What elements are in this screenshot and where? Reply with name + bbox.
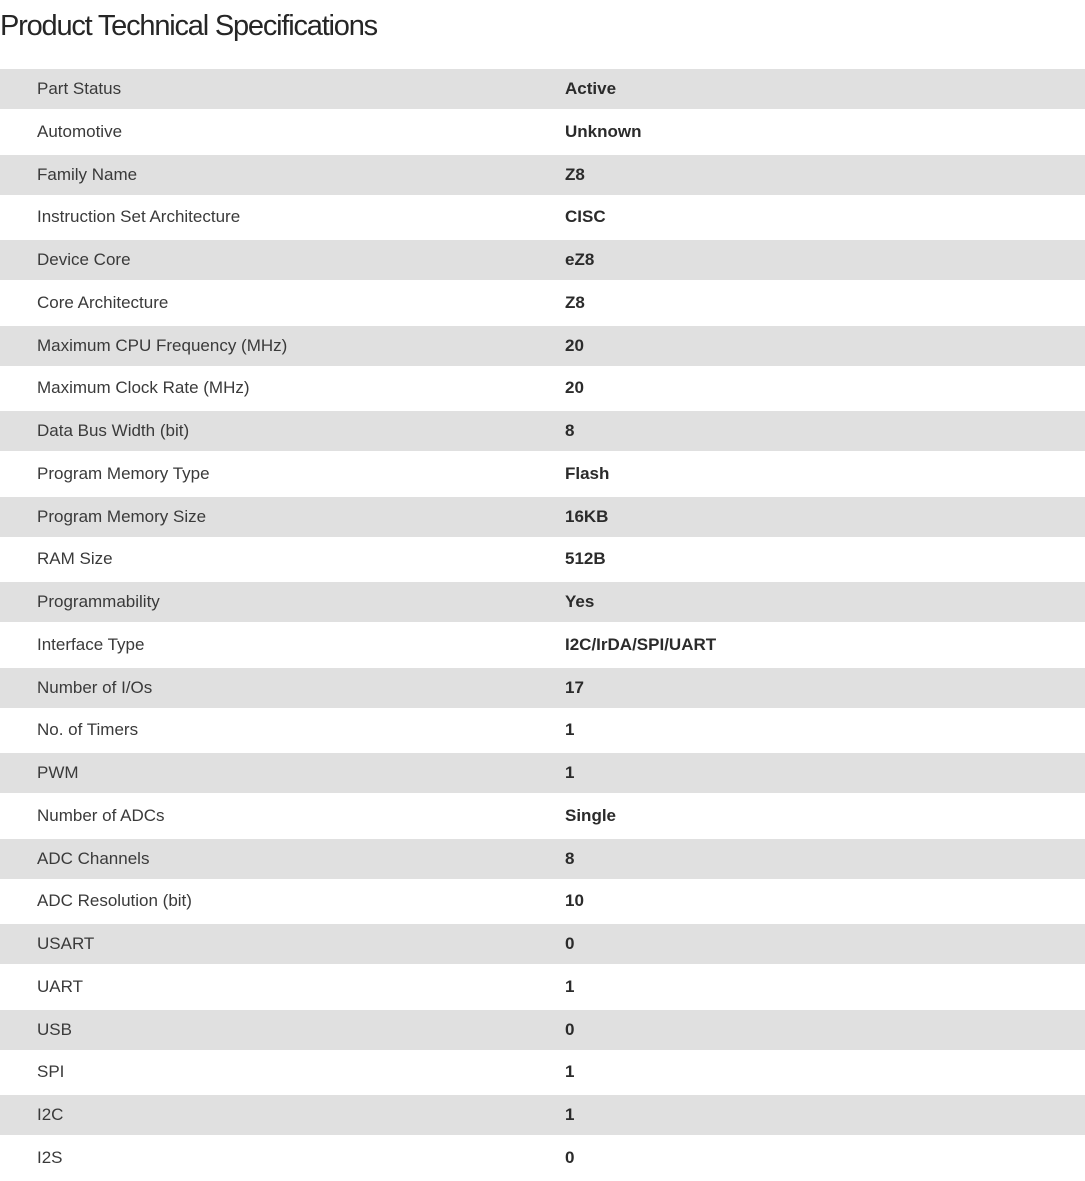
spec-label: ADC Resolution (bit) (37, 891, 192, 911)
spec-label: USB (37, 1019, 72, 1039)
spec-value: 1 (565, 1105, 575, 1124)
spec-value: 10 (565, 891, 584, 911)
spec-row (0, 964, 1085, 1010)
spec-row (0, 793, 1085, 839)
spec-value: CISC (565, 207, 606, 227)
spec-value: Single (565, 805, 617, 825)
spec-value: Active (565, 79, 617, 98)
spec-value: I2C/IrDA/SPI/UART (565, 634, 717, 654)
spec-label: Program Memory Type (37, 463, 210, 483)
spec-row (0, 582, 1085, 622)
spec-label: Interface Type (37, 634, 145, 654)
spec-label: USART (37, 934, 95, 953)
spec-value: Z8 (565, 164, 585, 184)
spec-label: Number of I/Os (37, 677, 153, 697)
spec-row (0, 155, 1085, 195)
spec-row (0, 69, 1085, 109)
spec-row (0, 1135, 1085, 1181)
spec-label: UART (37, 976, 83, 996)
spec-label: ADC Channels (37, 848, 150, 868)
spec-row (0, 280, 1085, 326)
spec-value: 17 (565, 677, 584, 697)
spec-value: 1 (565, 763, 575, 782)
spec-row (0, 1050, 1085, 1096)
spec-row (0, 366, 1085, 412)
spec-table (0, 69, 1085, 1181)
spec-row (0, 1095, 1085, 1135)
spec-label: Maximum Clock Rate (MHz) (37, 378, 250, 398)
spec-row (0, 839, 1085, 879)
page-title: Product Technical Specifications (0, 10, 377, 42)
spec-label: Part Status (37, 79, 122, 98)
spec-label: Number of ADCs (37, 805, 165, 825)
spec-value: 1 (565, 976, 575, 996)
spec-value: Flash (565, 463, 610, 483)
spec-row (0, 326, 1085, 366)
spec-value: 16KB (565, 506, 609, 526)
spec-row (0, 753, 1085, 793)
spec-label: Family Name (37, 164, 138, 184)
spec-value: 0 (565, 1019, 575, 1039)
spec-label: I2S (37, 1147, 63, 1167)
spec-value: 0 (565, 1147, 575, 1167)
spec-value: 20 (565, 378, 584, 398)
spec-label: Instruction Set Architecture (37, 207, 241, 227)
spec-value: 8 (565, 421, 575, 440)
spec-row (0, 411, 1085, 451)
spec-value: 8 (565, 848, 575, 868)
spec-row (0, 924, 1085, 964)
spec-label: Automotive (37, 121, 123, 141)
spec-value: 1 (565, 720, 575, 740)
spec-row (0, 497, 1085, 537)
spec-value: 20 (565, 335, 584, 355)
spec-row (0, 537, 1085, 583)
spec-label: PWM (37, 763, 79, 782)
spec-value: Unknown (565, 121, 642, 141)
spec-value: 0 (565, 934, 575, 953)
spec-value: 512B (565, 549, 606, 569)
spec-row (0, 109, 1085, 155)
spec-label: SPI (37, 1062, 65, 1082)
spec-value: 1 (565, 1062, 575, 1082)
spec-value: Z8 (565, 292, 585, 312)
spec-row (0, 240, 1085, 280)
spec-value: Yes (565, 592, 595, 611)
spec-row (0, 451, 1085, 497)
spec-label: No. of Timers (37, 720, 139, 740)
spec-row (0, 668, 1085, 708)
spec-label: RAM Size (37, 549, 113, 569)
spec-label: Device Core (37, 250, 131, 269)
spec-row (0, 1010, 1085, 1050)
spec-label: Core Architecture (37, 292, 169, 312)
spec-row (0, 879, 1085, 925)
spec-label: I2C (37, 1105, 64, 1124)
spec-label: Data Bus Width (bit) (37, 421, 190, 440)
spec-row (0, 622, 1085, 668)
spec-label: Programmability (37, 592, 160, 611)
spec-value: eZ8 (565, 250, 595, 269)
spec-row (0, 708, 1085, 754)
spec-label: Program Memory Size (37, 506, 207, 526)
spec-row (0, 195, 1085, 241)
spec-label: Maximum CPU Frequency (MHz) (37, 335, 288, 355)
